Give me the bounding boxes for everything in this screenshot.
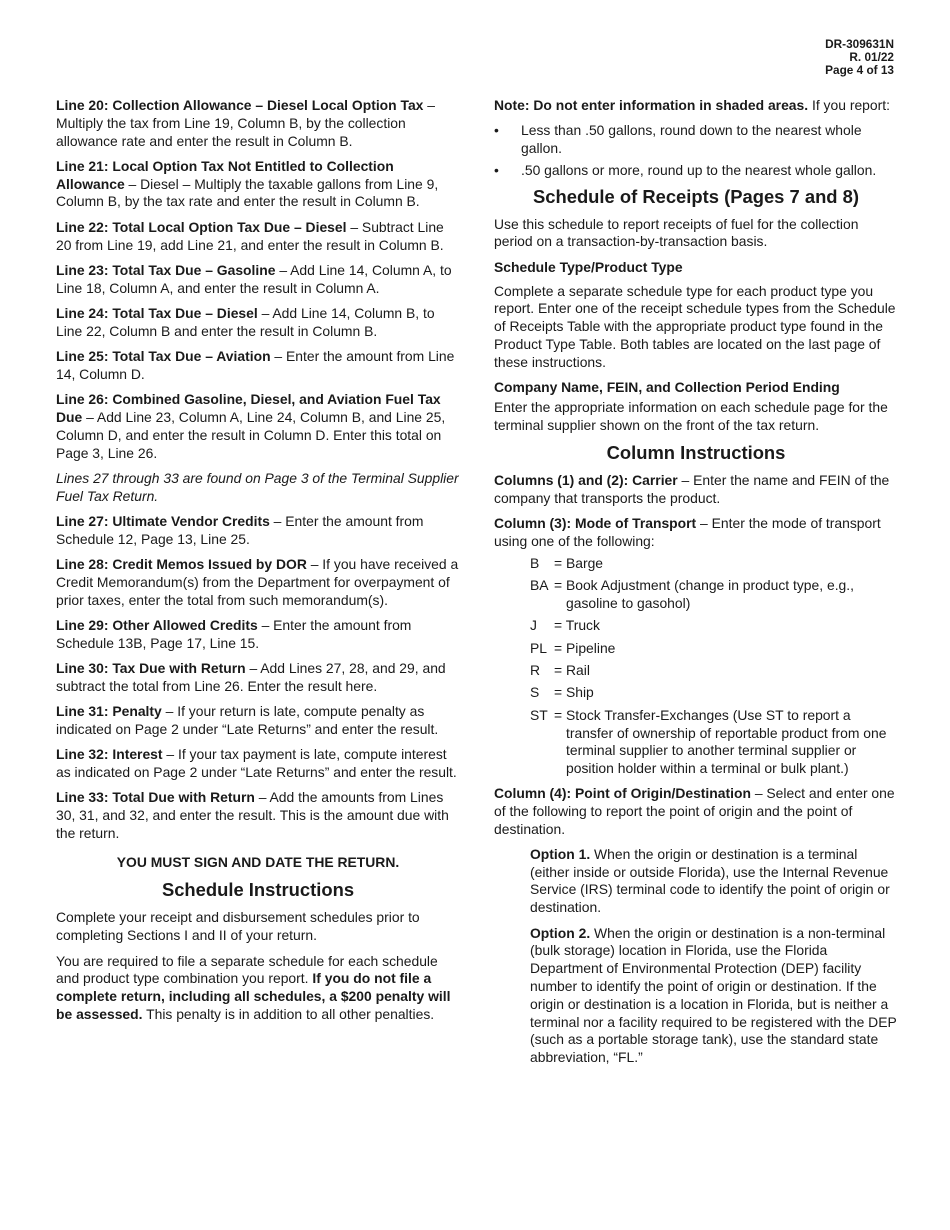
schedule-para-1: Complete your receipt and disbursement schedules prior to completing Sections I and II of your return. bbox=[56, 909, 420, 944]
mode-code: B bbox=[530, 554, 540, 571]
shaded-areas-note-title: Note: Do not enter information in shaded areas. bbox=[494, 97, 809, 113]
column-4-text: – Select and enter one of the following to report the point of origin and the point of destination. bbox=[494, 784, 895, 837]
list-item bbox=[530, 707, 898, 778]
option-1-text: When the origin or destination is a terminal (either inside or outside Florida), use the Internal Revenue Service (IRS) terminal code to identify the point of origin or destination. bbox=[530, 845, 890, 916]
mode-description: = Rail bbox=[554, 662, 590, 678]
form-revision: R. 01/22 bbox=[849, 50, 894, 65]
shaded-areas-note bbox=[494, 97, 898, 115]
line-31-text: – If your return is late, compute penalty as indicated on Page 2 under “Late Returns” and enter the result. bbox=[56, 703, 439, 737]
line-30-title: Line 30: Tax Due with Return bbox=[56, 660, 246, 677]
line-31-instruction bbox=[56, 703, 460, 739]
mode-code: PL bbox=[530, 639, 547, 656]
line-21-text: – Diesel – Multiply the taxable gallons from Line 9, Column B, by the tax rate and enter the result in Column B. bbox=[56, 175, 439, 210]
schedule-of-receipts-heading: Schedule of Receipts (Pages 7 and 8) bbox=[532, 185, 860, 207]
rounding-list bbox=[494, 122, 898, 179]
line-30-instruction bbox=[56, 660, 460, 696]
line-23-text: – Add Line 14, Column A, to Line 18, Column A, and enter the result in Column A. bbox=[56, 261, 452, 296]
line-33-title: Line 33: Total Due with Return bbox=[56, 789, 255, 806]
line-22-text: – Subtract Line 20 from Line 19, add Line 21, and enter the result in Column B. bbox=[56, 218, 444, 253]
line-24-text: – Add Line 14, Column B, to Line 22, Column B and enter the result in Column B. bbox=[56, 304, 435, 339]
mode-code: S bbox=[530, 684, 540, 701]
line-21-title: Line 21: Local Option Tax Not Entitled to Collection Allowance bbox=[56, 157, 394, 192]
column-instructions-heading: Column Instructions bbox=[606, 441, 786, 463]
line-30-text: – Add Lines 27, 28, and 29, and subtract the total from Line 26. Enter the result here. bbox=[56, 660, 446, 694]
sign-notice: YOU MUST SIGN AND DATE THE RETURN. bbox=[116, 853, 400, 870]
line-22-title: Line 22: Total Local Option Tax Due – Diesel bbox=[56, 218, 347, 235]
option-1 bbox=[530, 846, 898, 917]
schedule-para-2 bbox=[56, 953, 460, 1024]
line-26-instruction bbox=[56, 391, 460, 462]
line-32-instruction bbox=[56, 746, 460, 782]
mode-description: = Book Adjustment (change in product type, e.g., gasoline to gasohol) bbox=[554, 577, 854, 611]
option-2-title: Option 2. bbox=[530, 924, 591, 941]
mode-description: = Barge bbox=[554, 554, 604, 571]
lines-27-33-note: Lines 27 through 33 are found on Page 3 of the Terminal Supplier Fuel Tax Return. bbox=[56, 469, 459, 504]
mode-description: = Ship bbox=[554, 684, 594, 701]
list-item bbox=[530, 640, 898, 658]
mode-description: = Stock Transfer-Exchanges (Use ST to report a transfer of ownership of reportable product from one terminal supplier to another terminal supplier or position holder within a terminal or bulk plant.) bbox=[554, 706, 887, 777]
line-25-instruction bbox=[56, 348, 460, 384]
option-2 bbox=[530, 925, 898, 1067]
list-item bbox=[530, 684, 898, 702]
line-29-instruction bbox=[56, 617, 460, 653]
schedule-para-2-text-2: This penalty is in addition to all other penalties. bbox=[142, 1005, 435, 1022]
bullet-icon: • bbox=[494, 122, 499, 139]
list-item bbox=[530, 555, 898, 573]
line-20-instruction bbox=[56, 97, 460, 150]
schedule-para-2-penalty: If you do not file a complete return, including all schedules, a $200 penalty will be assessed. bbox=[56, 970, 451, 1022]
schedule-instructions-heading: Schedule Instructions bbox=[161, 879, 355, 901]
column-3-title: Column (3): Mode of Transport bbox=[494, 515, 697, 532]
line-26-text: – Add Line 23, Column A, Line 24, Column B, and Line 25, Column D, and enter the result in Column D. Enter this total on Page 3, Line 26. bbox=[56, 408, 446, 461]
mode-description: = Truck bbox=[554, 617, 600, 634]
columns-1-2-title: Columns (1) and (2): Carrier bbox=[494, 471, 678, 488]
line-24-title: Line 24: Total Tax Due – Diesel bbox=[56, 304, 258, 321]
line-29-title: Line 29: Other Allowed Credits bbox=[56, 616, 258, 633]
line-32-title: Line 32: Interest bbox=[56, 746, 163, 763]
page-number: Page 4 of 13 bbox=[825, 63, 894, 78]
line-27-text: – Enter the amount from Schedule 12, Page 13, Line 25. bbox=[56, 512, 424, 547]
left-column bbox=[56, 97, 460, 1031]
line-23-title: Line 23: Total Tax Due – Gasoline bbox=[56, 261, 276, 278]
mode-description: = Pipeline bbox=[554, 639, 616, 656]
line-32-text: – If your tax payment is late, compute interest as indicated on Page 2 under “Late Returns” and enter the result. bbox=[56, 746, 457, 780]
line-33-instruction bbox=[56, 789, 460, 842]
line-25-title: Line 25: Total Tax Due – Aviation bbox=[56, 348, 271, 365]
company-heading: Company Name, FEIN, and Collection Period Ending bbox=[494, 379, 840, 396]
list-item bbox=[530, 577, 898, 613]
option-1-title: Option 1. bbox=[530, 845, 591, 862]
column-4-instruction bbox=[494, 785, 898, 838]
line-20-title: Line 20: Collection Allowance – Diesel Local Option Tax bbox=[56, 97, 424, 113]
shaded-areas-note-text: If you report: bbox=[808, 97, 890, 113]
line-21-instruction bbox=[56, 158, 460, 211]
rounding-rule-2: .50 gallons or more, round up to the nearest whole gallon. bbox=[521, 161, 877, 178]
rounding-rule-1: Less than .50 gallons, round down to the nearest whole gallon. bbox=[521, 122, 862, 157]
list-item bbox=[530, 662, 898, 680]
right-column bbox=[494, 97, 898, 1074]
bullet-icon: • bbox=[494, 161, 499, 178]
list-item bbox=[530, 617, 898, 635]
mode-code: J bbox=[530, 617, 537, 634]
transport-mode-list bbox=[530, 555, 898, 778]
line-26-title: Line 26: Combined Gasoline, Diesel, and Aviation Fuel Tax Due bbox=[56, 391, 441, 425]
columns-1-2-text: – Enter the name and FEIN of the company that transports the product. bbox=[494, 471, 890, 506]
line-25-text: – Enter the amount from Line 14, Column D. bbox=[56, 348, 455, 382]
column-3-instruction bbox=[494, 515, 898, 551]
mode-code: R bbox=[530, 662, 541, 678]
schedule-type-heading: Schedule Type/Product Type bbox=[494, 258, 683, 275]
column-4-title: Column (4): Point of Origin/Destination bbox=[494, 784, 751, 801]
line-29-text: – Enter the amount from Schedule 13B, Page 17, Line 15. bbox=[56, 616, 412, 651]
line-28-text: – If you have received a Credit Memorandum(s) from the Department for overpayment of prior taxes, enter the total from such memorandum(s). bbox=[56, 556, 459, 608]
line-20-text: – Multiply the tax from Line 19, Column B, by the collection allowance rate and enter the result in Column B. bbox=[56, 97, 436, 149]
line-31-title: Line 31: Penalty bbox=[56, 703, 162, 720]
form-header bbox=[825, 38, 894, 78]
mode-code: BA bbox=[530, 577, 549, 594]
columns-1-2-instruction bbox=[494, 472, 898, 508]
column-3-text: – Enter the mode of transport using one of the following: bbox=[494, 515, 881, 549]
line-28-instruction bbox=[56, 556, 460, 609]
list-item bbox=[494, 122, 898, 158]
schedule-type-text: Complete a separate schedule type for each product type you report. Enter one of the receipt schedule types from the Schedule of Receipts Table with the appropriate product type found in the Product Type Table. Both tables are located on the last page of these instructions. bbox=[494, 282, 896, 370]
option-2-text: When the origin or destination is a non-terminal (bulk storage) location in Florida, use the Florida Department of Environmental Protection (DEP) facility number to identify the point of origin or destination. If the origin or destination is a location in Florida, but is neither a terminal nor a facility required to be registered with the DEP (such as a portable storage tank), use the standard state abbreviation, “FL.” bbox=[530, 924, 897, 1066]
line-27-title: Line 27: Ultimate Vendor Credits bbox=[56, 512, 270, 529]
line-22-instruction bbox=[56, 219, 460, 255]
receipts-intro: Use this schedule to report receipts of fuel for the collection period on a transaction-by-transaction basis. bbox=[494, 215, 859, 250]
list-item bbox=[494, 162, 898, 180]
form-number: DR-309631N bbox=[825, 37, 894, 51]
company-text: Enter the appropriate information on each schedule page for the terminal supplier shown on the front of the tax return. bbox=[494, 398, 888, 433]
line-33-text: – Add the amounts from Lines 30, 31, and 32, and enter the result. This is the amount due with the return. bbox=[56, 789, 449, 841]
line-24-instruction bbox=[56, 305, 460, 341]
line-23-instruction bbox=[56, 262, 460, 298]
line-28-title: Line 28: Credit Memos Issued by DOR bbox=[56, 556, 307, 573]
mode-code: ST bbox=[530, 706, 548, 723]
schedule-para-2-text-1: You are required to file a separate schedule for each schedule and product type combination you report. bbox=[56, 952, 438, 987]
line-27-instruction bbox=[56, 513, 460, 549]
